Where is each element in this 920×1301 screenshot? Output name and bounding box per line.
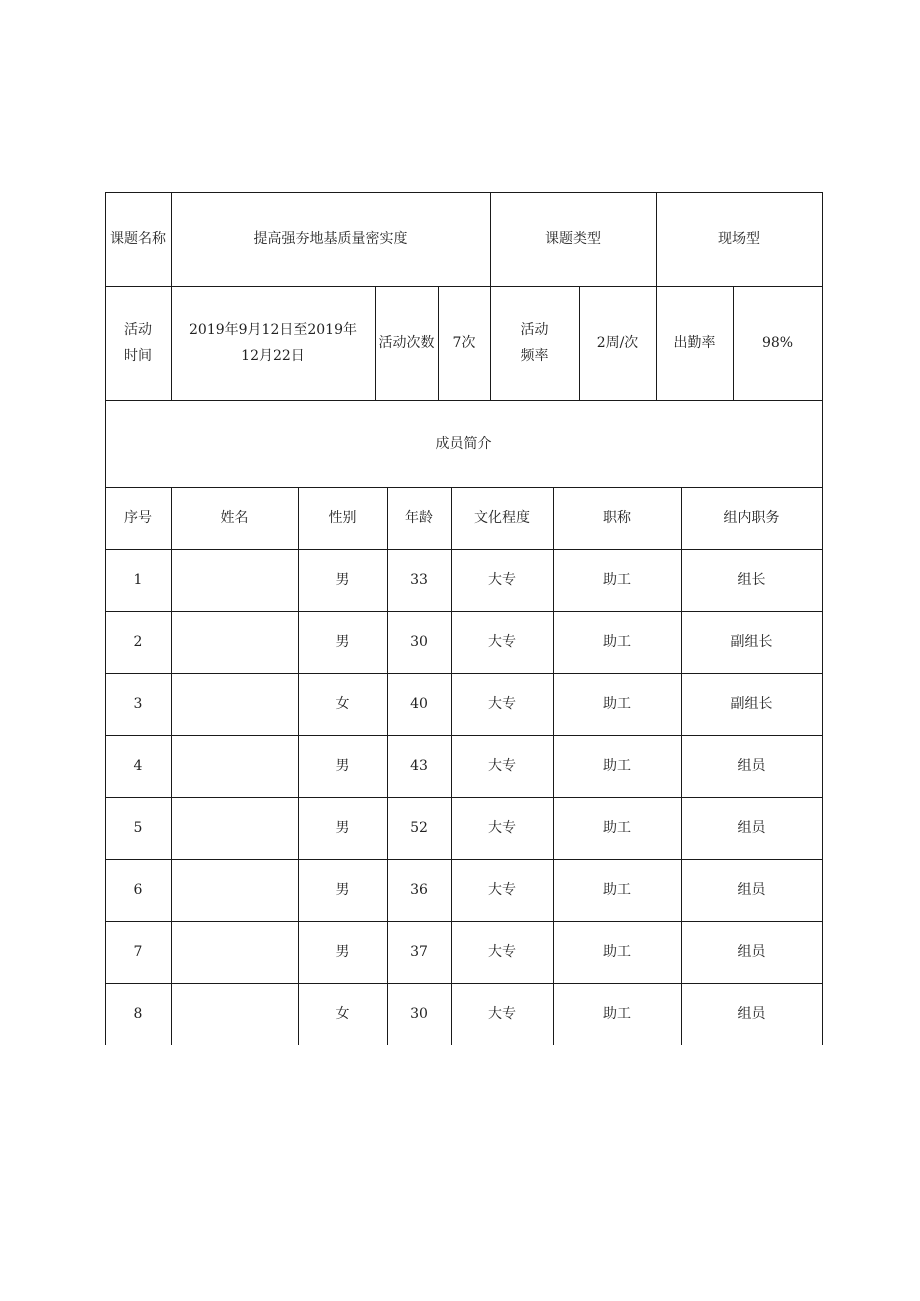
cell-gender: 男	[335, 820, 350, 836]
cell-gender: 男	[335, 944, 350, 960]
table-rule	[822, 192, 823, 1045]
cell-no: 4	[133, 758, 143, 774]
cell-name	[171, 797, 298, 859]
activity-time-label	[105, 286, 171, 400]
cell-title: 助工	[603, 696, 631, 712]
cell-no: 1	[133, 572, 143, 588]
cell-name	[171, 549, 298, 611]
cell-gender: 男	[335, 758, 350, 774]
cell-education: 大专	[488, 572, 516, 588]
cell-education: 大专	[488, 696, 516, 712]
cell-age: 30	[410, 1006, 428, 1022]
cell-role: 组员	[737, 1006, 766, 1022]
members-title: 成员简介	[435, 435, 492, 452]
cell-role: 组员	[737, 882, 766, 898]
cell-name	[171, 611, 298, 673]
col-header-no: 序号	[124, 510, 152, 526]
cell-education: 大专	[488, 634, 516, 650]
activity-time-line1: 2019年9月12日至2019年	[189, 322, 357, 338]
type-label: 课题类型	[545, 231, 601, 247]
cell-title: 助工	[603, 572, 631, 588]
cell-gender: 男	[335, 634, 350, 650]
cell-no: 2	[133, 634, 143, 650]
cell-role: 组员	[737, 820, 766, 836]
cell-no: 6	[133, 882, 143, 898]
cell-age: 37	[410, 944, 428, 960]
cell-age: 40	[410, 696, 428, 712]
topic-label: 课题名称	[110, 231, 166, 247]
cell-gender: 男	[335, 882, 350, 898]
activity-time-label-line2: 时间	[124, 348, 152, 364]
col-header-name: 姓名	[220, 510, 249, 526]
cell-gender: 女	[335, 1006, 350, 1022]
cell-age: 30	[410, 634, 428, 650]
cell-age: 52	[410, 820, 428, 836]
cell-name	[171, 921, 298, 983]
col-header-title: 职称	[603, 510, 631, 526]
activity-count-value: 7次	[452, 335, 476, 351]
cell-title: 助工	[603, 634, 631, 650]
cell-no: 5	[133, 820, 143, 836]
cell-name	[171, 983, 298, 1045]
activity-time-line2: 12月22日	[241, 348, 305, 364]
cell-title: 助工	[603, 1006, 631, 1022]
cell-gender: 男	[335, 572, 350, 588]
cell-education: 大专	[488, 1006, 516, 1022]
activity-time-label-line1: 活动	[124, 322, 152, 338]
activity-count-label: 活动次数	[378, 335, 435, 351]
topic-value: 提高强夯地基质量密实度	[253, 231, 408, 247]
activity-frequency-label-line2: 频率	[520, 348, 549, 364]
cell-role: 组员	[737, 758, 766, 774]
cell-title: 助工	[603, 882, 631, 898]
cell-age: 33	[410, 572, 428, 588]
cell-role: 组长	[737, 572, 766, 588]
cell-no: 3	[133, 696, 143, 712]
cell-role: 组员	[737, 944, 766, 960]
cell-name	[171, 673, 298, 735]
cell-title: 助工	[603, 944, 631, 960]
activity-time-value	[171, 286, 375, 400]
col-header-role: 组内职务	[723, 510, 780, 526]
cell-age: 36	[410, 882, 428, 898]
activity-frequency-label-line1: 活动	[520, 322, 549, 338]
cell-title: 助工	[603, 820, 631, 836]
cell-name	[171, 735, 298, 797]
cell-education: 大专	[488, 758, 516, 774]
activity-frequency-value: 2周/次	[596, 335, 639, 351]
activity-frequency-label	[490, 286, 579, 400]
col-header-age: 年龄	[405, 510, 433, 526]
cell-age: 43	[410, 758, 428, 774]
cell-education: 大专	[488, 944, 516, 960]
col-header-education: 文化程度	[474, 510, 530, 526]
cell-gender: 女	[335, 696, 350, 712]
cell-name	[171, 859, 298, 921]
col-header-gender: 性别	[328, 510, 357, 526]
cell-no: 8	[133, 1006, 143, 1022]
cell-role: 副组长	[730, 634, 773, 650]
type-value: 现场型	[718, 231, 760, 247]
cell-no: 7	[133, 944, 143, 960]
attendance-label: 出勤率	[673, 335, 716, 351]
cell-title: 助工	[603, 758, 631, 774]
attendance-value: 98%	[761, 335, 794, 351]
cell-education: 大专	[488, 820, 516, 836]
cell-education: 大专	[488, 882, 516, 898]
cell-role: 副组长	[730, 696, 773, 712]
